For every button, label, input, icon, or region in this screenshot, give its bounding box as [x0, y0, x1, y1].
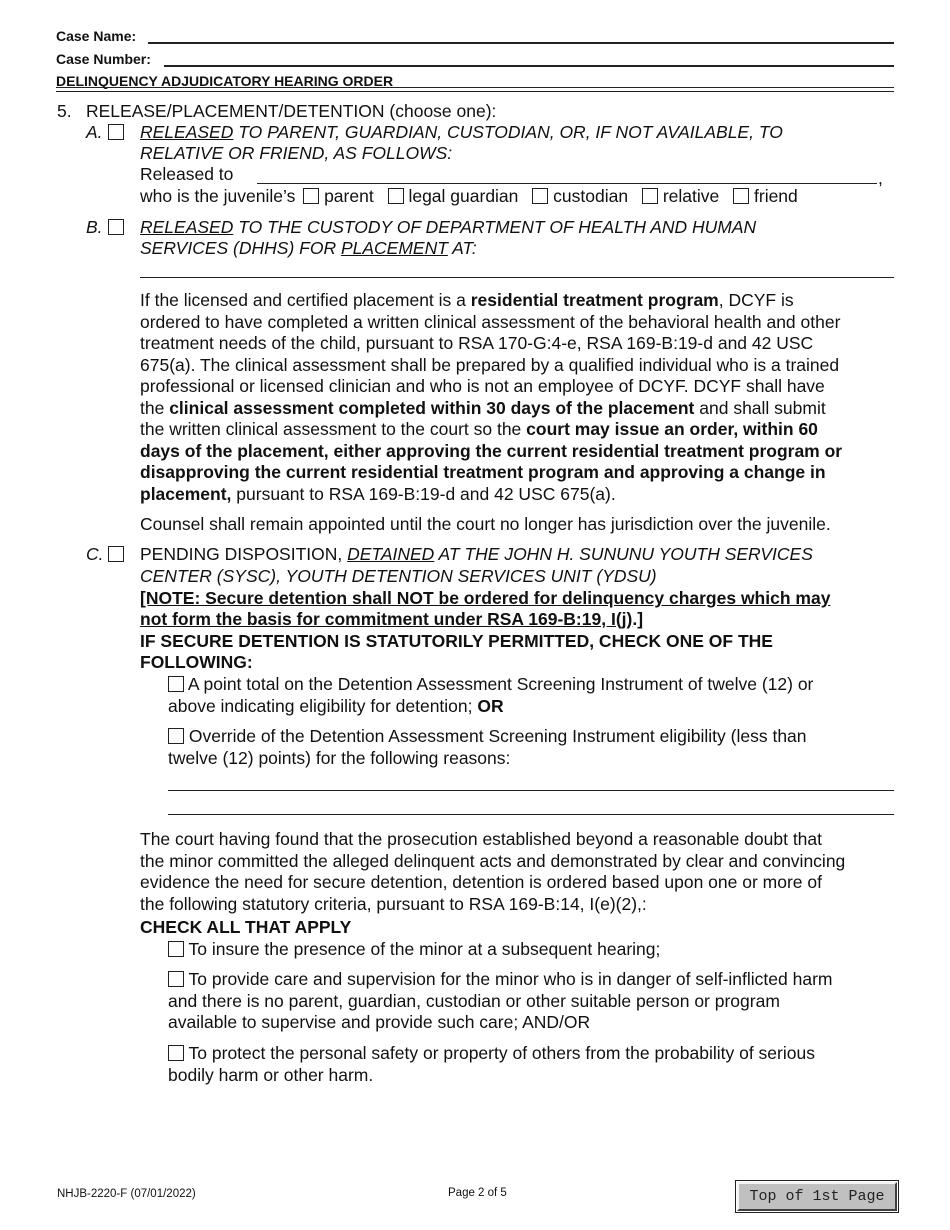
criterion-2-line3: available to supervise and provide such care; AND/OR [168, 1012, 591, 1032]
option-c-heading-line1 [140, 544, 813, 566]
section-5-number: 5. [57, 101, 72, 121]
option-a-heading-line2: RELATIVE OR FRIEND, AS FOLLOWS: [140, 143, 453, 163]
check-all-heading: CHECK ALL THAT APPLY [140, 917, 352, 937]
if-secure-line1: IF SECURE DETENTION IS STATUTORILY PERMITTED, CHECK ONE OF THE [140, 631, 773, 651]
placement-word: PLACEMENT [340, 238, 448, 258]
custodian-checkbox[interactable] [532, 188, 548, 204]
option-b-line2-a: SERVICES (DHHS) FOR [140, 238, 341, 258]
released-to-field[interactable] [257, 183, 877, 184]
option-b-line2-b: AT: [447, 238, 477, 258]
das-option-1-line2: above indicating eligibility for detention; OR [168, 696, 504, 716]
option-c-heading-line2: CENTER (SYSC), YOUTH DETENTION SERVICES UNIT (YDSU) [140, 566, 657, 586]
das-override-checkbox[interactable] [168, 728, 184, 744]
das-option-2-line2: twelve (12) points) for the following reasons: [168, 748, 511, 768]
option-a-line1-rest: TO PARENT, GUARDIAN, CUSTODIAN, OR, IF NOT AVAILABLE, TO [233, 122, 783, 142]
released-to-label: Released to [140, 164, 234, 184]
criterion-1: To insure the presence of the minor at a subsequent hearing; [168, 939, 660, 961]
parent-checkbox[interactable] [303, 188, 319, 204]
legal-guardian-checkbox[interactable] [388, 188, 404, 204]
criterion-2-line2: and there is no parent, guardian, custodian or other suitable person or program [168, 991, 780, 1011]
relative-label: relative [662, 186, 720, 206]
placement-field[interactable] [140, 277, 894, 278]
option-b-heading-line2 [140, 238, 477, 260]
option-a-heading-line1 [140, 122, 783, 144]
relationship-row [140, 186, 798, 208]
option-c-checkbox[interactable] [108, 546, 124, 562]
page-number: Page 2 of 5 [448, 1187, 507, 1199]
das-point-total-checkbox[interactable] [168, 676, 184, 692]
criterion-3-line2: bodily harm or other harm. [168, 1065, 374, 1085]
option-c-letter: C. [86, 544, 104, 564]
parent-label: parent [324, 186, 374, 206]
form-title-underline [56, 87, 894, 88]
das-option-1-line1: A point total on the Detention Assessment Screening Instrument of twelve (12) or [168, 674, 813, 696]
if-secure-line2: FOLLOWING: [140, 652, 253, 672]
note-line2 [140, 609, 643, 631]
option-b-letter: B. [86, 217, 103, 237]
criterion-2-checkbox[interactable] [168, 971, 184, 987]
das-option-2-line1: Override of the Detention Assessment Screening Instrument eligibility (less than [168, 726, 807, 748]
form-title: DELINQUENCY ADJUDICATORY HEARING ORDER [56, 73, 394, 89]
top-of-first-page-button[interactable]: Top of 1st Page [737, 1182, 897, 1211]
criterion-3-line1: To protect the personal safety or property of others from the probability of serious [168, 1043, 815, 1065]
criterion-1-checkbox[interactable] [168, 941, 184, 957]
option-b-heading-line1 [140, 217, 756, 239]
case-number-label: Case Number: [56, 51, 151, 67]
override-reason-field-1[interactable] [168, 790, 894, 791]
option-a-checkbox[interactable] [108, 124, 124, 140]
detained-word: DETAINED [347, 544, 435, 564]
criterion-2-line1: To provide care and supervision for the minor who is in danger of self-inflicted harm [168, 969, 832, 991]
criterion-3-checkbox[interactable] [168, 1045, 184, 1061]
pending-disposition-text: PENDING DISPOSITION, [140, 544, 348, 564]
form-id: NHJB-2220-F (07/01/2022) [57, 1188, 196, 1200]
note-line2-end: .] [632, 609, 644, 629]
option-a-letter: A. [86, 122, 103, 142]
friend-label: friend [754, 186, 798, 206]
custodian-label: custodian [553, 186, 629, 206]
court-found-paragraph: The court having found that the prosecution established beyond a reasonable doubt that the minor committed the alleged delinquent acts and demonstrated by clear and convincing evidence the need for secure detention, detention is ordered based upon one or more of the following statutory criteria, pursuant to RSA 169-B:14, I(e)(2),: [140, 829, 846, 914]
header-divider [56, 91, 894, 92]
relative-checkbox[interactable] [642, 188, 658, 204]
counsel-statement: Counsel shall remain appointed until the court no longer has jurisdiction over the juvenile. [140, 514, 831, 534]
note-line2-text: not form the basis for commitment under RSA 169-B:19, I(j) [140, 609, 633, 629]
case-name-field[interactable] [148, 42, 894, 44]
case-number-field[interactable] [164, 65, 894, 67]
released-to-comma: , [878, 168, 883, 188]
override-reason-field-2[interactable] [168, 814, 894, 815]
option-b-checkbox[interactable] [108, 219, 124, 235]
case-name-label: Case Name: [56, 28, 137, 44]
friend-checkbox[interactable] [733, 188, 749, 204]
rtp-paragraph: If the licensed and certified placement is a residential treatment program, DCYF is ordered to have completed a written clinical assessment of the behavioral health and other treatment needs of the child, pursuant to RSA 170-G:4-e, RSA 169-B:19-d and 42 USC 675(a). The clinical assessment shall be prepared by a qualified individual who is a trained professional or licensed clinician and who is not an employee of DCYF. DCYF shall have the clinical assessment completed within 30 days of the placement and shall submit the written clinical assessment to the court so the court may issue an order, within 60 days of the placement, either approving the current residential treatment program or disapproving the current residential treatment program and approving a change in placement, pursuant to RSA 169-B:19-d and 42 USC 675(a). [140, 290, 843, 504]
note-line1: [NOTE: Secure detention shall NOT be ordered for delinquency charges which may [140, 588, 831, 608]
option-c-line1-rest: AT THE JOHN H. SUNUNU YOUTH SERVICES [434, 544, 813, 564]
legal-guardian-label: legal guardian [408, 186, 519, 206]
released-word-b: RELEASED [140, 217, 234, 237]
released-word: RELEASED [140, 122, 234, 142]
section-5-title: RELEASE/PLACEMENT/DETENTION (choose one): [86, 101, 497, 121]
who-is-label: who is the juvenile’s [140, 186, 296, 206]
option-b-line1-rest: TO THE CUSTODY OF DEPARTMENT OF HEALTH AND HUMAN [233, 217, 757, 237]
